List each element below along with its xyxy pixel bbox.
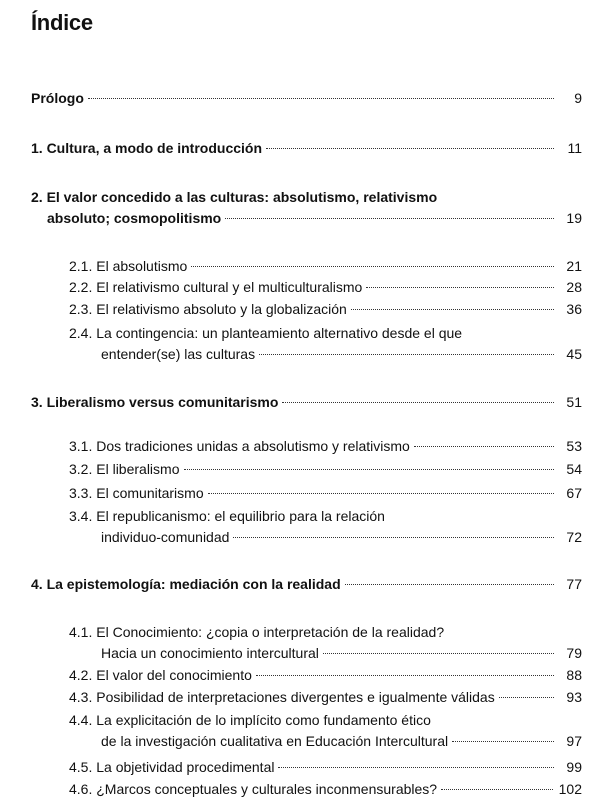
- toc-entry-label: 1. Cultura, a modo de introducción: [31, 140, 263, 156]
- toc-entry-label-continued: individuo-comunidad: [101, 529, 230, 545]
- dot-leader: [441, 789, 553, 790]
- dot-leader: [414, 446, 554, 447]
- dot-leader: [499, 697, 554, 698]
- dot-leader: [323, 653, 554, 654]
- dot-leader: [259, 354, 554, 355]
- dot-leader: [452, 741, 554, 742]
- toc-entry-3-1: [69, 436, 582, 457]
- toc-page-number: 51: [566, 394, 582, 410]
- toc-page-number: 97: [566, 733, 582, 749]
- toc-entry-2-3: [69, 299, 582, 320]
- dot-leader: [351, 309, 554, 310]
- dot-leader: [233, 537, 554, 538]
- toc-entry-3-4: [69, 506, 582, 548]
- toc-page-number: 21: [566, 258, 582, 274]
- dot-leader: [366, 287, 554, 288]
- toc-entry-label: 4.1. El Conocimiento: ¿copia o interpretación de la realidad?: [69, 624, 445, 640]
- toc-entry-label: 3.3. El comunitarismo: [69, 485, 204, 501]
- toc-entry-4-4: [69, 710, 582, 752]
- toc-page-number: 28: [566, 279, 582, 295]
- toc-entry-label: Prólogo: [31, 90, 84, 106]
- toc-entry-label-continued: entender(se) las culturas: [101, 346, 256, 362]
- page-title: Índice: [31, 10, 93, 35]
- toc-entry-label: 3.2. El liberalismo: [69, 461, 180, 477]
- toc-entry-chapter-2: [31, 187, 582, 229]
- toc-entry-4-1: [69, 622, 582, 664]
- dot-leader: [282, 402, 554, 403]
- toc-page-number: 9: [574, 90, 582, 106]
- dot-leader: [278, 767, 554, 768]
- toc-entry-label: 3. Liberalismo versus comunitarismo: [31, 394, 279, 410]
- toc-entry-label: 2.1. El absolutismo: [69, 258, 188, 274]
- toc-page-number: 67: [566, 485, 582, 501]
- toc-page-number: 99: [566, 759, 582, 775]
- toc-entry-label: 4.2. El valor del conocimiento: [69, 667, 252, 683]
- toc-entry-label: 3.1. Dos tradiciones unidas a absolutismo y relativismo: [69, 438, 410, 454]
- toc-entry-prologo: [31, 88, 582, 109]
- toc-entry-3-3: [69, 483, 582, 504]
- toc-page-number: 102: [558, 781, 582, 797]
- toc-page-number: 54: [566, 461, 582, 477]
- toc-entry-chapter-3: [31, 392, 582, 413]
- dot-leader: [184, 469, 555, 470]
- dot-leader: [256, 675, 554, 676]
- toc-entry-label: 2.2. El relativismo cultural y el multiculturalismo: [69, 279, 363, 295]
- dot-leader: [88, 98, 554, 99]
- toc-entry-label: 3.4. El republicanismo: el equilibrio para la relación: [69, 508, 385, 524]
- toc-entry-label: 4. La epistemología: mediación con la realidad: [31, 576, 341, 592]
- toc-entry-label: 4.5. La objetividad procedimental: [69, 759, 275, 775]
- toc-page-number: 19: [566, 210, 582, 226]
- toc-page-number: 53: [566, 438, 582, 454]
- toc-entry-4-6: [69, 779, 582, 800]
- toc-entry-label-continued: de la investigación cualitativa en Educación Intercultural: [101, 733, 449, 749]
- toc-entry-label: 2.4. La contingencia: un planteamiento alternativo desde el que: [69, 325, 463, 341]
- toc-page-number: 11: [567, 140, 582, 156]
- toc-entry-label: 2. El valor concedido a las culturas: absolutismo, relativismo: [31, 189, 438, 205]
- toc-page-number: 88: [566, 667, 582, 683]
- toc-entry-2-1: [69, 256, 582, 277]
- toc-page-number: 72: [566, 529, 582, 545]
- toc-entry-4-5: [69, 757, 582, 778]
- dot-leader: [208, 493, 554, 494]
- dot-leader: [345, 584, 554, 585]
- toc-entry-label-continued: absoluto; cosmopolitismo: [47, 210, 222, 226]
- toc-entry-3-2: [69, 459, 582, 480]
- toc-entry-4-3: [69, 687, 582, 708]
- toc-entry-2-4: [69, 323, 582, 365]
- toc-entry-label-continued: Hacia un conocimiento intercultural: [101, 645, 319, 661]
- toc-entry-chapter-1: [31, 138, 582, 159]
- toc-entry-label: 4.4. La explicitación de lo implícito como fundamento ético: [69, 712, 431, 728]
- toc-page-number: 45: [566, 346, 582, 362]
- dot-leader: [225, 218, 554, 219]
- toc-entry-2-2: [69, 277, 582, 298]
- toc-page-number: 79: [566, 645, 582, 661]
- toc-entry-label: 4.3. Posibilidad de interpretaciones divergentes e igualmente válidas: [69, 689, 495, 705]
- toc-entry-label: 4.6. ¿Marcos conceptuales y culturales inconmensurables?: [69, 781, 438, 797]
- toc-page-number: 36: [566, 301, 582, 317]
- dot-leader: [266, 148, 554, 149]
- toc-page-number: 93: [566, 689, 582, 705]
- toc-entry-label: 2.3. El relativismo absoluto y la globalización: [69, 301, 347, 317]
- toc-entry-4-2: [69, 665, 582, 686]
- toc-page-number: 77: [566, 576, 582, 592]
- toc-entry-chapter-4: [31, 574, 582, 595]
- dot-leader: [191, 266, 554, 267]
